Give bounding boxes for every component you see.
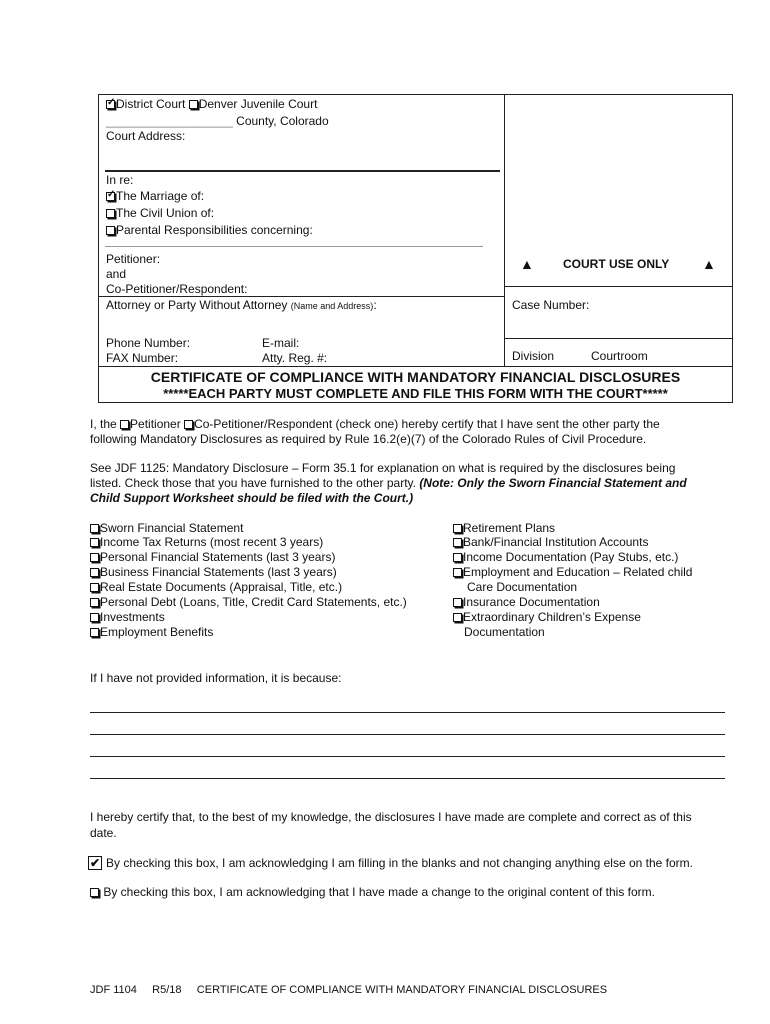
disclosure-label: Retirement Plans <box>463 521 556 535</box>
juvenile-court-label: Denver Juvenile Court <box>198 97 318 111</box>
disclosure-label: Employment and Education – Related child <box>463 565 693 579</box>
disclosure-continuation: Documentation <box>464 625 545 639</box>
disclosure-checkbox[interactable] <box>90 524 99 533</box>
page-title: CERTIFICATE OF COMPLIANCE WITH MANDATORY FINANCIAL DISCLOSURES <box>150 369 681 385</box>
disclosure-label: Personal Debt (Loans, Title, Credit Card Statements, etc.) <box>100 595 407 609</box>
county-label: County, Colorado <box>236 114 329 128</box>
disclosure-label: Insurance Documentation <box>463 595 600 609</box>
disclosure-item <box>90 595 407 609</box>
disclosure-checkbox[interactable] <box>90 628 99 637</box>
parental-checkbox[interactable] <box>106 226 115 235</box>
atty-reg-label: Atty. Reg. #: <box>262 351 328 365</box>
marriage-label: The Marriage of: <box>116 189 205 203</box>
disclosure-label: Personal Financial Statements (last 3 years) <box>100 550 336 564</box>
disclosure-label: Investments <box>100 610 165 624</box>
parental-label: Parental Responsibilities concerning: <box>116 223 313 237</box>
footer-title: CERTIFICATE OF COMPLIANCE WITH MANDATORY FINANCIAL DISCLOSURES <box>196 984 608 996</box>
disclosure-item <box>453 535 648 549</box>
petitioner-label: Petitioner: <box>106 252 161 266</box>
attorney-colon: : <box>373 298 377 312</box>
disclosure-item <box>90 565 337 579</box>
disclosure-checkbox[interactable] <box>453 598 462 607</box>
disclosure-item <box>90 535 323 549</box>
see-note: (Note: Only the Sworn Financial Statement and <box>419 476 687 490</box>
certify-intro: I, the <box>90 417 117 431</box>
disclosure-checkbox[interactable] <box>90 613 99 622</box>
arrow-left-icon: ▲ <box>520 256 534 272</box>
disclosure-item <box>453 610 641 624</box>
disclosure-checkbox[interactable] <box>90 553 99 562</box>
petitioner-option: Petitioner <box>130 417 181 431</box>
disclosure-checkbox[interactable] <box>90 538 99 547</box>
juvenile-court-checkbox[interactable] <box>189 100 198 109</box>
reason-line[interactable] <box>90 756 725 757</box>
district-court-label: District Court <box>116 97 186 111</box>
certify-statement: I hereby certify that, to the best of my knowledge, the disclosures I have made are complete and correct as of this <box>90 810 692 824</box>
disclosure-item <box>90 625 213 639</box>
civil-union-row <box>106 206 214 220</box>
footer <box>90 984 607 996</box>
disclosure-item <box>453 550 678 564</box>
marriage-checkbox[interactable]: ✓ <box>107 189 116 200</box>
disclosure-item <box>90 550 335 564</box>
disclosure-label: Extraordinary Children’s Expense <box>463 610 641 624</box>
attorney-label: Attorney or Party Without Attorney <box>106 298 288 312</box>
disclosure-continuation: Care Documentation <box>467 580 578 594</box>
courtroom-label: Courtroom <box>591 349 648 363</box>
not-provided-label: If I have not provided information, it is because: <box>90 671 342 685</box>
and-label: and <box>106 267 127 281</box>
certify-date: date. <box>90 826 117 840</box>
phone-label: Phone Number: <box>106 336 191 350</box>
certify-line-1 <box>90 417 660 431</box>
petitioner-checkbox[interactable] <box>120 420 129 429</box>
disclosure-checkbox[interactable] <box>453 538 462 547</box>
parental-row <box>106 223 313 237</box>
co-petitioner-label: Co-Petitioner/Respondent: <box>106 282 248 296</box>
district-court-checkbox[interactable]: ✓ <box>107 97 116 108</box>
court-address-label: Court Address: <box>106 129 186 143</box>
reason-line[interactable] <box>90 778 725 779</box>
in-re-label: In re: <box>106 173 134 187</box>
co-petitioner-checkbox[interactable] <box>184 420 193 429</box>
see-line-2-text: listed. Check those that you have furnished to the other party. <box>90 476 416 490</box>
ack-changes-label: By checking this box, I am acknowledging that I have made a change to the original content of this form. <box>103 885 655 899</box>
disclosure-label: Income Tax Returns (most recent 3 years) <box>100 535 324 549</box>
county-blank[interactable]: ___________________ <box>106 114 233 128</box>
county-row <box>106 114 329 128</box>
see-line-2 <box>90 476 687 490</box>
disclosure-item <box>90 580 342 594</box>
ack-no-changes-label: By checking this box, I am acknowledging I am filling in the blanks and not changing anything else on the form. <box>106 856 694 870</box>
disclosure-item <box>90 521 243 535</box>
email-label: E-mail: <box>262 336 300 350</box>
see-line-1: See JDF 1125: Mandatory Disclosure – Form 35.1 for explanation on what is required by the disclosures being <box>90 461 676 475</box>
case-number-label: Case Number: <box>512 298 590 312</box>
reason-line[interactable] <box>90 712 725 713</box>
co-petitioner-option: Co-Petitioner/Respondent (check one) hereby certify that I have sent the other party the <box>194 417 660 431</box>
disclosure-label: Bank/Financial Institution Accounts <box>463 535 649 549</box>
ack-changes-checkbox[interactable] <box>90 888 99 897</box>
attorney-row <box>106 298 377 312</box>
fax-label: FAX Number: <box>106 351 179 365</box>
court-use-only-label: COURT USE ONLY <box>563 257 670 271</box>
certify-line-2: following Mandatory Disclosures as required by Rule 16.2(e)(7) of the Colorado Rules of Civil Procedure. <box>90 432 647 446</box>
disclosure-item <box>453 565 692 579</box>
disclosure-checkbox[interactable] <box>453 553 462 562</box>
disclosure-label: Sworn Financial Statement <box>100 521 244 535</box>
footer-form-id: JDF 1104 <box>90 984 137 996</box>
disclosure-checkbox[interactable] <box>90 568 99 577</box>
footer-revision: R5/18 <box>152 984 182 996</box>
disclosure-label: Real Estate Documents (Appraisal, Title, etc.) <box>100 580 343 594</box>
court-type-row <box>106 97 317 111</box>
arrow-right-icon: ▲ <box>702 256 716 272</box>
civil-union-checkbox[interactable] <box>106 209 115 218</box>
disclosure-label: Employment Benefits <box>100 625 214 639</box>
division-label: Division <box>512 349 555 363</box>
disclosure-checkbox[interactable] <box>453 524 462 533</box>
marriage-row <box>106 189 204 203</box>
civil-union-label: The Civil Union of: <box>116 206 215 220</box>
see-line-3: Child Support Worksheet should be filed with the Court.) <box>90 491 414 505</box>
disclosure-checkbox[interactable] <box>453 613 462 622</box>
disclosure-checkbox[interactable] <box>90 598 99 607</box>
disclosure-label: Business Financial Statements (last 3 years) <box>100 565 337 579</box>
reason-line[interactable] <box>90 734 725 735</box>
disclosure-item <box>90 610 165 624</box>
ack-no-changes-checkbox[interactable]: ✔ <box>89 856 101 870</box>
disclosure-checkbox[interactable] <box>453 568 462 577</box>
disclosure-item <box>453 521 555 535</box>
disclosure-item <box>453 595 600 609</box>
ack-changes-row <box>90 885 655 899</box>
page-subtitle: *****EACH PARTY MUST COMPLETE AND FILE THIS FORM WITH THE COURT***** <box>163 386 668 401</box>
disclosure-checkbox[interactable] <box>90 583 99 592</box>
disclosure-label: Income Documentation (Pay Stubs, etc.) <box>463 550 679 564</box>
attorney-note: (Name and Address) <box>290 301 374 311</box>
